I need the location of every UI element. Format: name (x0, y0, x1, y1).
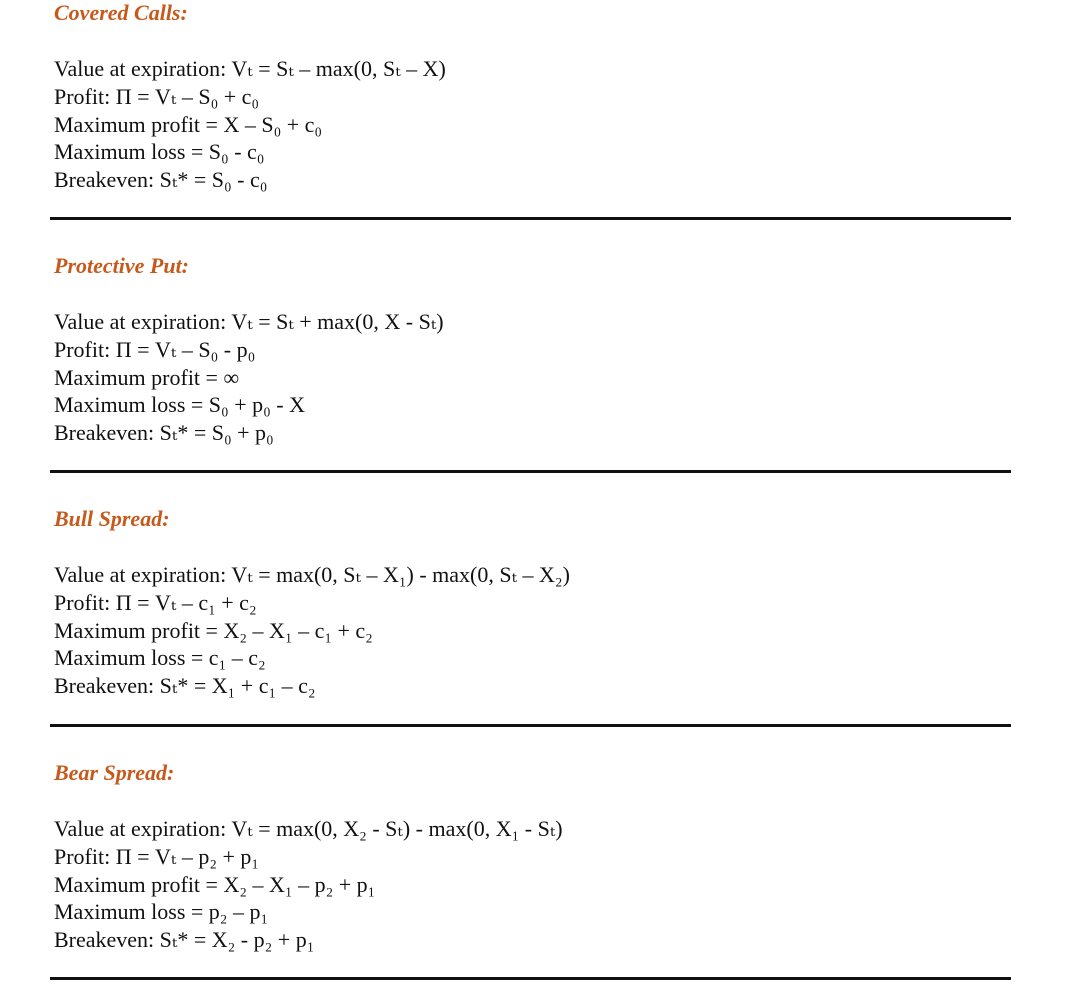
section-title: Covered Calls: (54, 0, 188, 25)
section-divider (50, 724, 1011, 727)
formula-maximum-profit: Maximum profit = X₂ – X₁ – c₁ + c₂ (54, 617, 373, 643)
formula-list (54, 815, 563, 954)
section-divider (50, 470, 1011, 473)
section-divider (50, 217, 1011, 220)
section-title: Bear Spread: (54, 760, 175, 785)
formula-profit: Profit: Π = Vₜ – p₂ + p₁ (54, 843, 260, 869)
formula-maximum-loss: Maximum loss = S₀ - c₀ (54, 139, 265, 165)
formula-value-at-expiration: Value at expiration: Vₜ = Sₜ – max(0, Sₜ – X) (54, 56, 446, 81)
formula-maximum-loss: Maximum loss = S₀ + p₀ - X (54, 392, 306, 418)
formula-breakeven: Breakeven: Sₜ* = X₂ - p₂ + p₁ (54, 927, 315, 953)
formula-profit: Profit: Π = Vₜ – S₀ - p₀ (54, 336, 256, 362)
section-title: Protective Put: (54, 253, 190, 278)
formula-maximum-profit: Maximum profit = ∞ (54, 364, 240, 390)
formula-breakeven: Breakeven: Sₜ* = S₀ - c₀ (54, 167, 268, 193)
formula-value-at-expiration: Value at expiration: Vₜ = max(0, Sₜ – X₁) - max(0, Sₜ – X₂) (54, 562, 570, 587)
formula-breakeven: Breakeven: Sₜ* = S₀ + p₀ (54, 420, 274, 446)
formula-list (54, 561, 570, 700)
formula-value-at-expiration: Value at expiration: Vₜ = max(0, X₂ - Sₜ) - max(0, X₁ - Sₜ) (54, 816, 563, 841)
formula-breakeven: Breakeven: Sₜ* = X₁ + c₁ – c₂ (54, 673, 316, 699)
formula-value-at-expiration: Value at expiration: Vₜ = Sₜ + max(0, X - Sₜ) (54, 309, 444, 334)
formula-maximum-loss: Maximum loss = c₁ – c₂ (54, 645, 266, 671)
formula-list (54, 55, 446, 194)
formula-maximum-profit: Maximum profit = X – S₀ + c₀ (54, 111, 323, 137)
section-title: Bull Spread: (54, 506, 170, 531)
formula-list (54, 308, 444, 447)
formula-profit: Profit: Π = Vₜ – c₁ + c₂ (54, 589, 257, 615)
formula-profit: Profit: Π = Vₜ – S₀ + c₀ (54, 83, 260, 109)
formula-maximum-loss: Maximum loss = p₂ – p₁ (54, 899, 269, 925)
formula-maximum-profit: Maximum profit = X₂ – X₁ – p₂ + p₁ (54, 871, 376, 897)
section-divider (50, 977, 1011, 980)
